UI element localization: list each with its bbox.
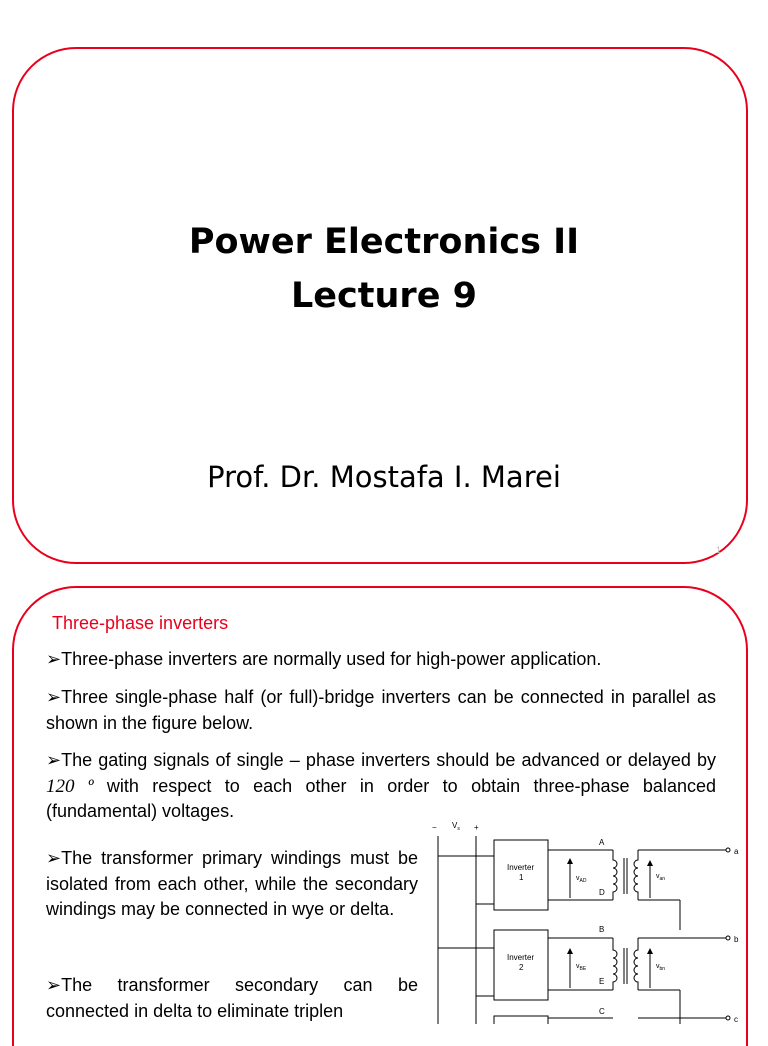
inverter-1-label: Inverter: [507, 863, 535, 872]
section-title: Three-phase inverters: [52, 613, 229, 633]
v-ad-label: $v_{AD}$: [576, 875, 587, 884]
bullet-paragraph-1: [46, 647, 716, 673]
node-a-upper: A: [599, 838, 605, 847]
v-an-label: $v_{an}$: [656, 873, 666, 882]
arrow-bullet-icon: ➢: [46, 848, 62, 868]
three-phase-inverter-circuit: [428, 818, 748, 1024]
inverter-2-block: [438, 925, 739, 1024]
vs-plus-sign: +: [474, 823, 479, 832]
arrow-bullet-icon: ➢: [46, 649, 62, 669]
vs-minus-sign: −: [432, 823, 437, 832]
output-b-label: b: [734, 935, 739, 944]
paragraph-1-text: Three-phase inverters are normally used for high-power application.: [61, 649, 602, 669]
slide-title-line2: Lecture 9: [291, 276, 477, 316]
inverter-2-label: Inverter: [507, 953, 535, 962]
node-c-upper: C: [599, 1007, 605, 1016]
inverter-1-block: [438, 838, 739, 930]
paragraph-2-text: Three single-phase half (or full)-bridge inverters can be connected in parallel as shown in the figure below.: [46, 687, 716, 733]
node-d: D: [599, 888, 605, 897]
paragraph-4-text: The transformer primary windings must be isolated from each other, while the secondary windings may be connected in wye or delta.: [46, 848, 418, 919]
bullet-paragraph-5: [46, 973, 418, 1024]
paragraph-3-text-after: with respect to each other in order to obtain three-phase balanced (fundamental) voltages.: [46, 775, 716, 821]
node-e: E: [599, 977, 605, 986]
node-b-upper: B: [599, 925, 605, 934]
vs-label: $V_s$: [452, 821, 460, 832]
output-c-label: c: [734, 1015, 738, 1024]
output-a-label: a: [734, 847, 739, 856]
paragraph-5-text: The transformer secondary can be connected in delta to eliminate triplen: [46, 975, 418, 1021]
v-be-label: $v_{BE}$: [576, 963, 587, 972]
phase-shift-value: 120 º: [46, 775, 94, 797]
page-number: 1: [716, 545, 722, 555]
inverter-2-number: 2: [519, 963, 524, 972]
arrow-bullet-icon: ➢: [46, 750, 62, 770]
bullet-paragraph-4: [46, 846, 418, 923]
author-name: Prof. Dr. Mostafa I. Marei: [207, 460, 561, 494]
inverter-3-block: [494, 1007, 738, 1024]
bullet-paragraph-3: [46, 748, 716, 825]
arrow-bullet-icon: ➢: [46, 975, 62, 995]
v-bn-label: $v_{bn}$: [656, 963, 666, 972]
inverter-1-number: 1: [519, 873, 524, 882]
arrow-bullet-icon: ➢: [46, 687, 62, 707]
bullet-paragraph-2: [46, 685, 716, 736]
slide-title-line1: Power Electronics II: [188, 222, 580, 262]
paragraph-3-text-before: The gating signals of single – phase inverters should be advanced or delayed by: [61, 750, 716, 770]
